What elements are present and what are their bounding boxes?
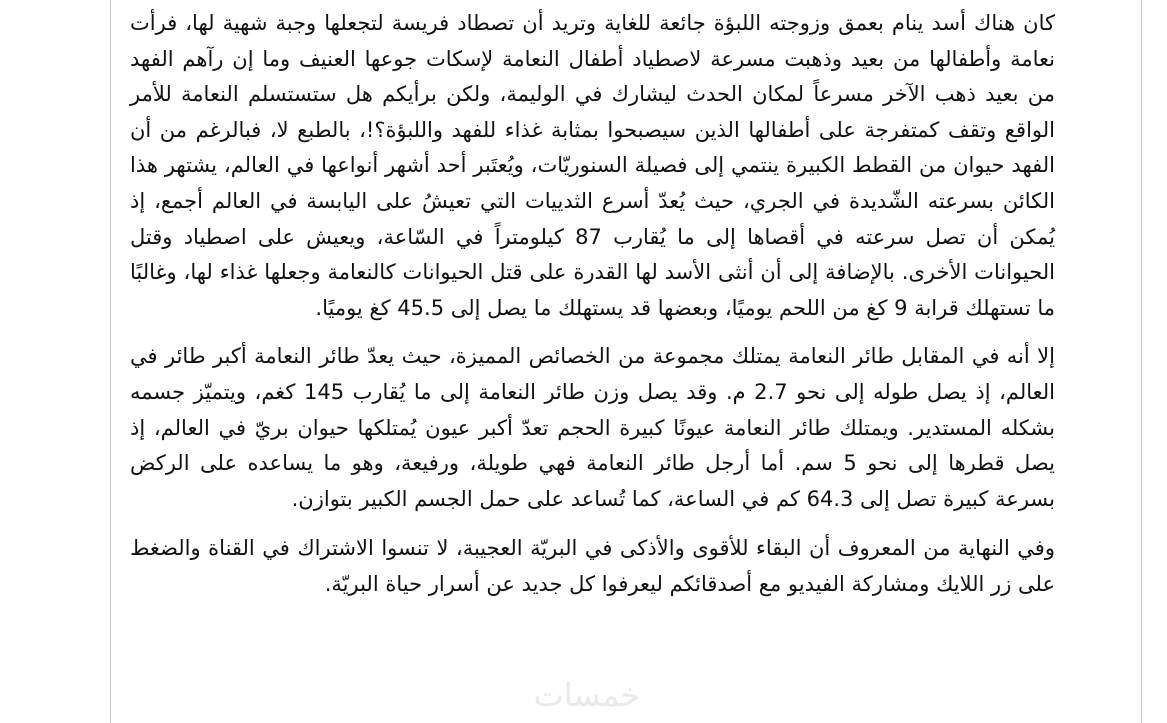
paragraph-conclusion: وفي النهاية من المعروف أن البقاء للأقوى والأذكى في البريّة العجيبة، لا تنسوا الاشتراك في القناة والضغط على زر اللايك ومشاركة الفيديو مع أصدقائكم ليعرفوا كل جديد عن أسرار حياة البريّة. [130,536,1055,596]
watermark-logo: خمسات [533,676,641,714]
paragraph-lion-cheetah-ostrich: كان هناك أسد ينام بعمق وزوجته اللبؤة جائعة للغاية وتريد أن تصطاد فريسة لتجعلها وجبة شهية لها، فرأت نعامة وأطفالها من بعيد وذهبت مسرعة لاصطياد أطفال النعامة لإسكات جوعها العنيف وما إن رآهم الفهد من بعيد ذهب الآخر مسرعاً لمكان الحدث ليشارك في الوليمة، ولكن برأيكم هل ستستسلم النعامة للأمر الواقع وتقف كمتفرجة على أطفالها الذين سيصبحوا بمثابة غذاء للفهد واللبؤة؟!، بالطبع لا، فبالرغم من أن الفهد حيوان من القطط الكبيرة ينتمي إلى فصيلة السنوريّات، ويُعتَبر أحد أشهر أنواعها في العالم، يشتهر هذا الكائن بسرعته الشّديدة في الجري، حيث يُعدّ أسرع الثدييات التي تعيشُ على اليابسة في العالم أجمع، إذ يُمكن أن تصل سرعته في أقصاها إلى ما يُقارب 87 كيلومتراً في السّاعة، ويعيش على اصطياد وقتل الحيوانات الأخرى. بالإضافة إلى أن أنثى الأسد لها القدرة على قتل الحيوانات كالنعامة وجعلها غذاء لها، وغالبًا ما تستهلك قرابة 9 كغ من اللحم يوميًا، وبعضها قد يستهلك ما يصل إلى 45.5 كغ يوميًا. [130,11,1055,320]
document-body [130,6,1055,617]
paragraph-ostrich-features: إلا أنه في المقابل طائر النعامة يمتلك مجموعة من الخصائص المميزة، حيث يعدّ طائر النعامة أكبر طائر في العالم، إذ يصل طوله إلى نحو 2.7 م. وقد يصل وزن طائر النعامة إلى ما يُقارب 145 كغم، ويتميّز جسمه بشكله المستدير. ويمتلك طائر النعامة عيونًا كبيرة الحجم تعدّ أكبر عيون يُمتلكها حيوان بريّ في العالم، إذ يصل قطرها إلى نحو 5 سم. أما أرجل طائر النعامة فهي طويلة، ورفيعة، وهو ما يساعده على الركض بسرعة كبيرة تصل إلى 64.3 كم في الساعة، كما تُساعد على حمل الجسم الكبير بتوازن. [130,344,1055,511]
